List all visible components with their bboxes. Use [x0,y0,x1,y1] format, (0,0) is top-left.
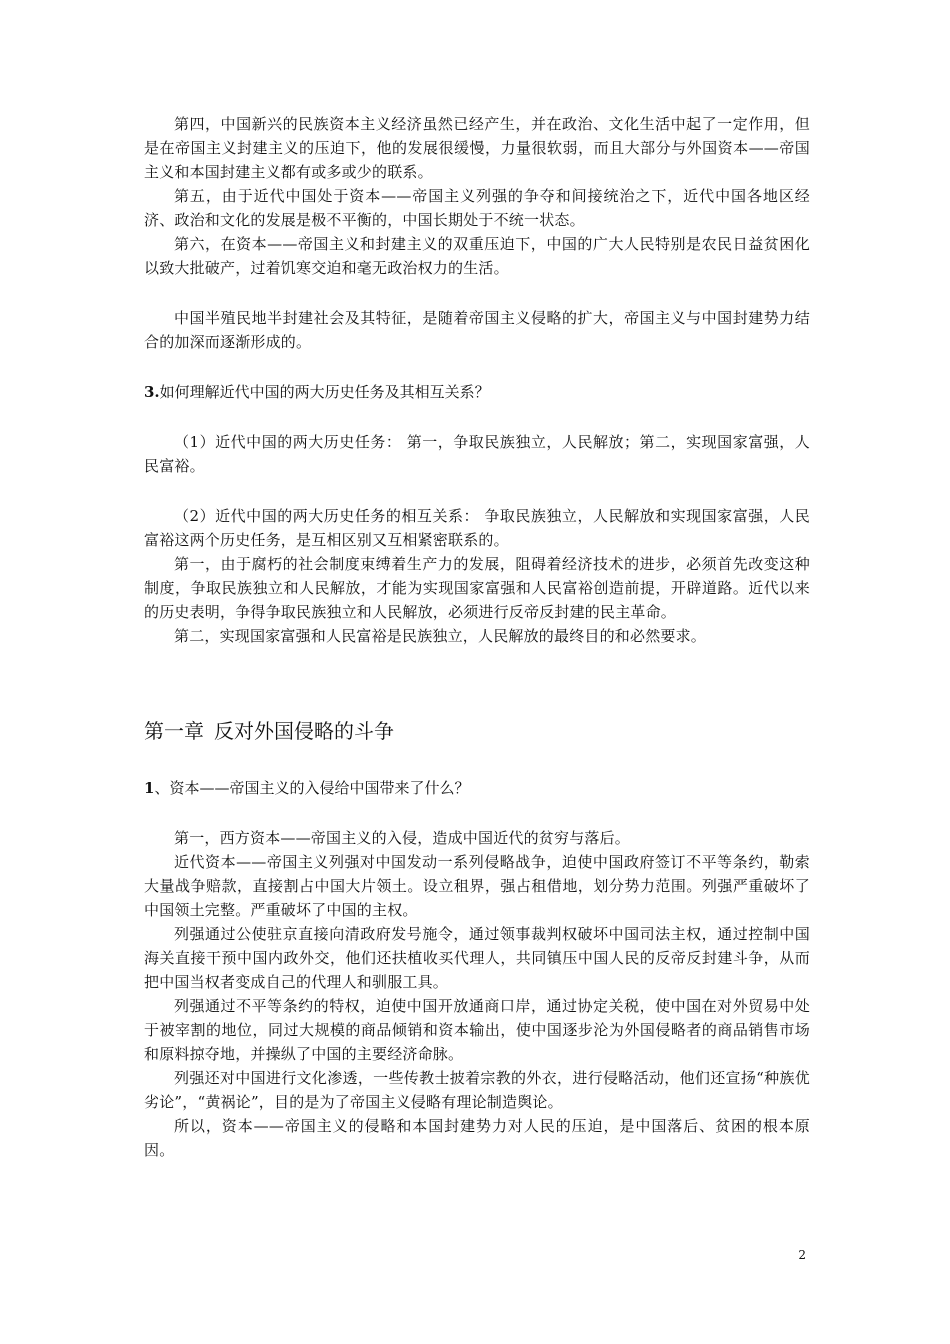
answer-3-part-2-second: 第二，实现国家富强和人民富裕是民族独立，人民解放的最终目的和必然要求。 [174,627,707,645]
paragraph-summary: 中国半殖民地半封建社会及其特征，是随着帝国主义侵略的扩大，帝国主义与中国封建势力结合的加深而逐渐形成的。 [144,309,810,351]
answer-1-treaties: 近代资本——帝国主义列强对中国发动一系列侵略战争，迫使中国政府签订不平等条约，勒索大量战争赔款，直接割占中国大片领土。设立租界，强占租借地，划分势力范围。列强严重破坏了中国领土完整。严重破坏了中国的主权。 [144,853,810,919]
answer-3-part-1: （1）近代中国的两大历史任务： 第一，争取民族独立，人民解放；第二，实现国家富强，人民富裕。 [144,433,810,475]
chapter-label: 第一章 [144,719,204,743]
answer-1-political: 列强通过公使驻京直接向清政府发号施令，通过领事裁判权破坏中国司法主权，通过控制中国海关直接干预中国内政外交，他们还扶植收买代理人，共同镇压中国人民的反帝反封建斗争，从而把中国当权者变成自己的代理人和驯服工具。 [144,925,810,991]
spacer [144,280,810,306]
paragraph-fifth: 第五，由于近代中国处于资本——帝国主义列强的争夺和间接统治之下，近代中国各地区经济、政治和文化的发展是极不平衡的，中国长期处于不统一状态。 [144,187,810,229]
answer-1-first: 第一，西方资本——帝国主义的入侵，造成中国近代的贫穷与落后。 [174,829,631,847]
spacer [144,800,810,826]
question-3-number: 3. [144,383,160,401]
chapter-heading [144,716,810,746]
paragraph-fourth: 第四，中国新兴的民族资本主义经济虽然已经产生，并在政治、文化生活中起了一定作用，但是在帝国主义封建主义的压迫下，他的发展很缓慢，力量很软弱，而且大部分与外国资本——帝国主义和本国封建主义都有或多或少的联系。 [144,115,810,181]
question-1-number: 1 [144,779,155,797]
spacer [144,648,810,716]
chapter-title: 反对外国侵略的斗争 [214,719,394,743]
answer-3-part-2-first: 第一，由于腐朽的社会制度束缚着生产力的发展，阻碍着经济技术的进步，必须首先改变这种制度，争取民族独立和人民解放，才能为实现国家富强和人民富裕创造前提，开辟道路。近代以来的历史表明，争得争取民族独立和人民解放，必须进行反帝反封建的民主革命。 [144,555,810,621]
page-content [144,112,810,1162]
answer-3-part-2-intro: （2）近代中国的两大历史任务的相互关系： 争取民族独立，人民解放和实现国家富强，人民富裕这两个历史任务，是互相区别又互相紧密联系的。 [144,507,810,549]
spacer [144,478,810,504]
page-number: 2 [798,1248,806,1262]
spacer [144,354,810,380]
answer-1-economic: 列强通过不平等条约的特权，迫使中国开放通商口岸，通过协定关税，使中国在对外贸易中处于被宰割的地位，同过大规模的商品倾销和资本输出，使中国逐步沦为外国侵略者的商品销售市场和原料掠夺地，并操纵了中国的主要经济命脉。 [144,997,810,1063]
question-3-text: 如何理解近代中国的两大历史任务及其相互关系？ [159,383,490,401]
question-3 [144,380,810,404]
answer-1-conclusion: 所以，资本——帝国主义的侵略和本国封建势力对人民的压迫，是中国落后、贫困的根本原因。 [144,1117,810,1159]
spacer [144,746,810,776]
answer-1-cultural: 列强还对中国进行文化渗透，一些传教士披着宗教的外衣，进行侵略活动，他们还宣扬“种族优劣论”，“黄祸论”，目的是为了帝国主义侵略有理论制造舆论。 [144,1069,810,1111]
spacer [144,404,810,430]
paragraph-sixth: 第六，在资本——帝国主义和封建主义的双重压迫下，中国的广大人民特别是农民日益贫困化以致大批破产，过着饥寒交迫和毫无政治权力的生活。 [144,235,810,277]
question-1-text: 、资本——帝国主义的入侵给中国带来了什么？ [154,779,470,797]
question-1 [144,776,810,800]
